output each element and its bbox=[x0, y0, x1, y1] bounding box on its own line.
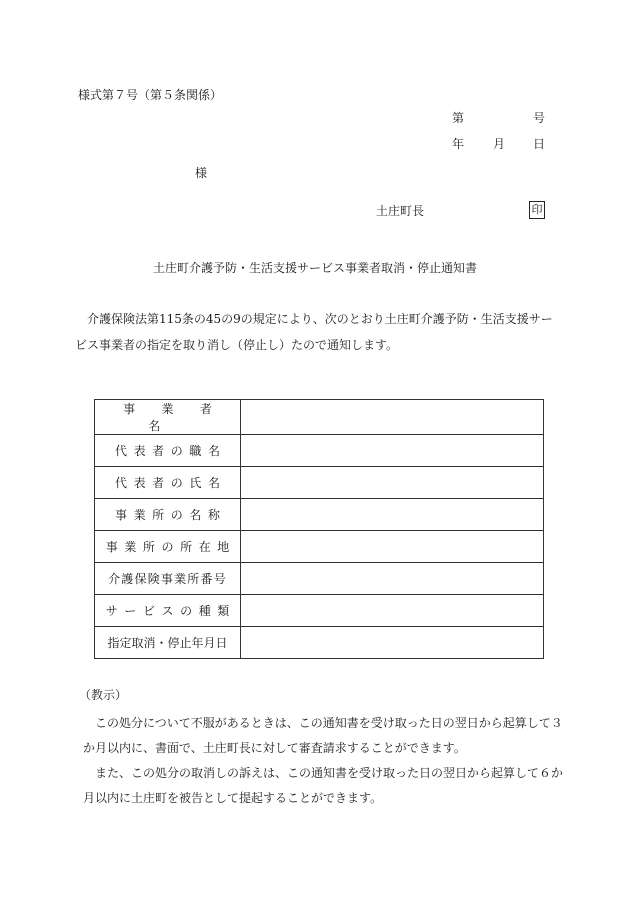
table-row-value bbox=[241, 531, 544, 563]
table-row-value bbox=[241, 467, 544, 499]
sender-name: 土庄町長 bbox=[376, 204, 425, 218]
table-row-label: 指定取消・停止年月日 bbox=[95, 627, 241, 659]
date-month-label: 月 bbox=[493, 137, 506, 151]
form-number: 様式第７号（第５条関係） bbox=[78, 88, 223, 102]
body-paragraph: 介護保険法第115条の45の9の規定により、次のとおり土庄町介護予防・生活支援サービス事業者の指定を取り消し（停止し）たので通知します。 bbox=[75, 312, 553, 352]
table-row-value bbox=[241, 499, 544, 531]
table-row-value bbox=[241, 563, 544, 595]
table-row-value bbox=[241, 435, 544, 467]
recipient-suffix: 様 bbox=[195, 166, 208, 180]
table-row-label: 事業者名 bbox=[95, 400, 241, 435]
notice-paragraph: また、この処分の取消しの訴えは、この通知書を受け取った日の翌日から起算して６か月以内に土庄町を被告として提起することができます。 bbox=[83, 766, 564, 805]
notice-paragraph: この処分について不服があるときは、この通知書を受け取った日の翌日から起算して３か月以内に、書面で、土庄町長に対して審査請求することができます。 bbox=[83, 716, 563, 755]
date-year-label: 年 bbox=[452, 137, 465, 151]
table-row-label: サービスの種類 bbox=[95, 595, 241, 627]
table-row-label: 代表者の職名 bbox=[95, 435, 241, 467]
table-row-label: 事業所の名称 bbox=[95, 499, 241, 531]
table-row bbox=[95, 435, 544, 467]
document-number-label: 第 bbox=[452, 111, 465, 125]
table-row bbox=[95, 627, 544, 659]
table-row bbox=[95, 563, 544, 595]
table-row bbox=[95, 531, 544, 563]
table-row-label: 介護保険事業所番号 bbox=[95, 563, 241, 595]
table-row bbox=[95, 499, 544, 531]
info-table bbox=[94, 399, 544, 659]
table-row bbox=[95, 467, 544, 499]
table-row-label: 事業所の所在地 bbox=[95, 531, 241, 563]
date-day-label: 日 bbox=[533, 137, 546, 151]
seal-stamp: 印 bbox=[529, 201, 545, 219]
table-row bbox=[95, 400, 544, 435]
table-row bbox=[95, 595, 544, 627]
table-row-value bbox=[241, 627, 544, 659]
table-row-value bbox=[241, 595, 544, 627]
document-title: 土庄町介護予防・生活支援サービス事業者取消・停止通知書 bbox=[152, 261, 477, 275]
notice-heading: （教示） bbox=[79, 688, 128, 702]
table-row-value bbox=[241, 400, 544, 435]
table-row-label: 代表者の氏名 bbox=[95, 467, 241, 499]
document-number-suffix: 号 bbox=[533, 111, 546, 125]
